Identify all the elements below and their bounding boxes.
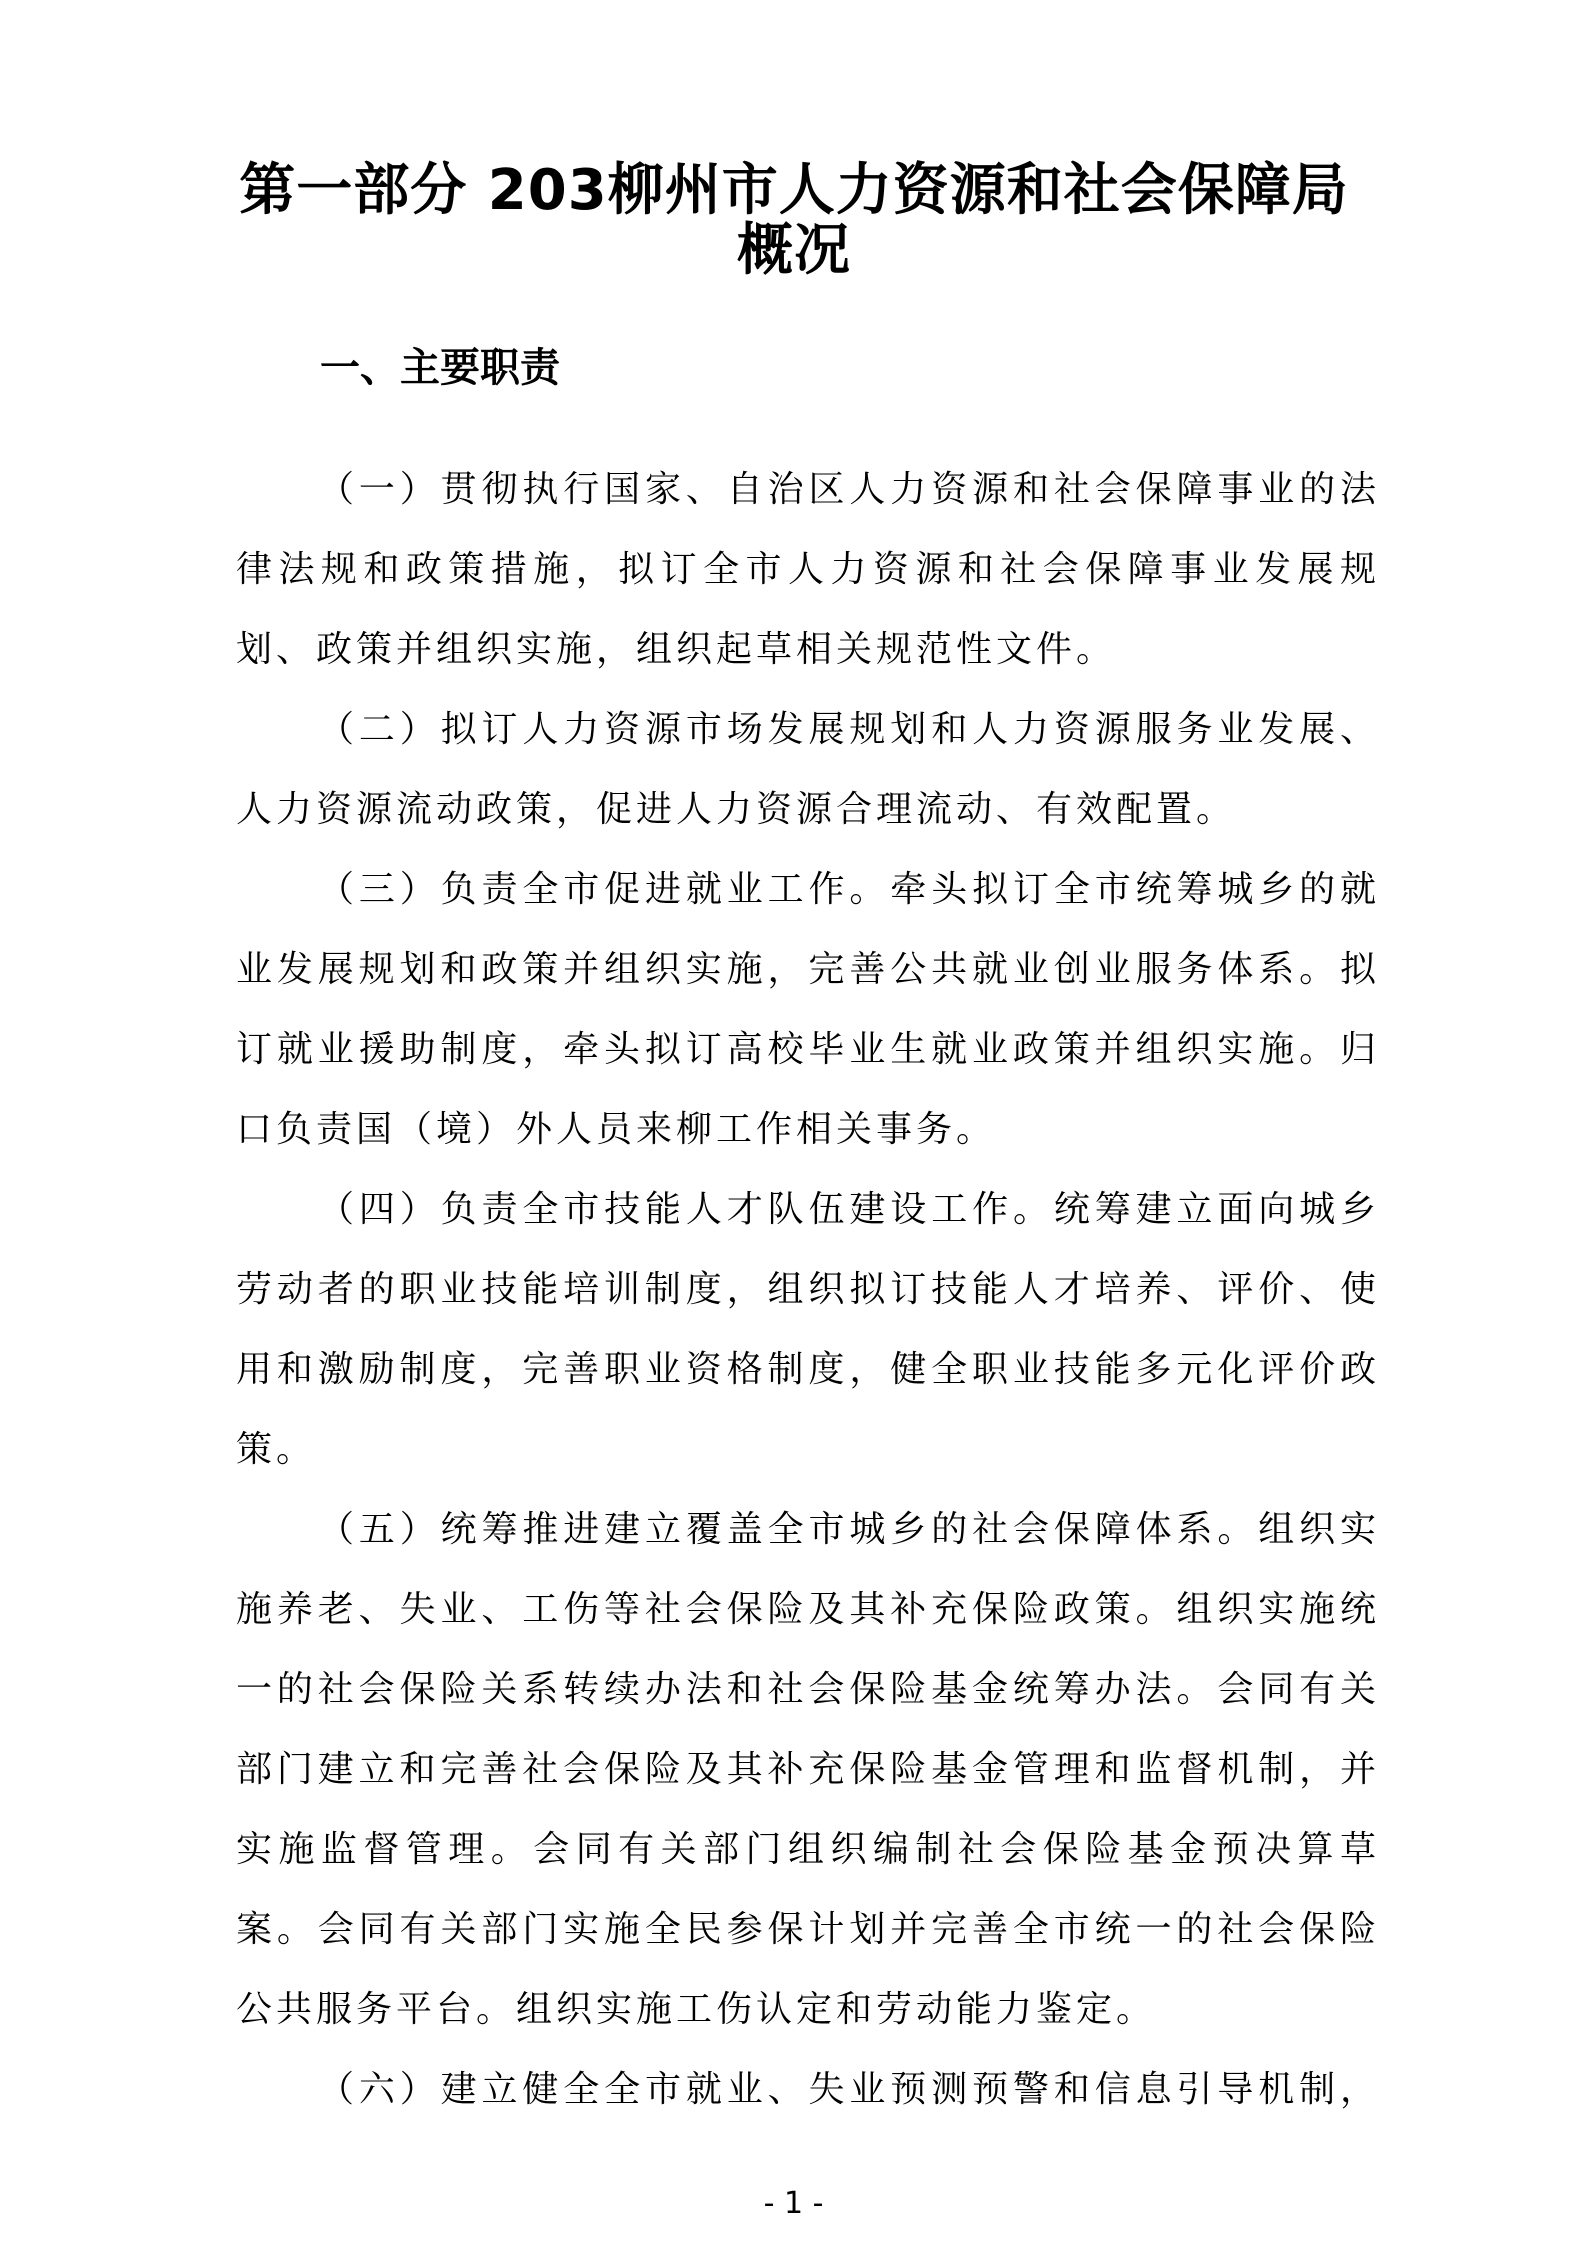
paragraph-line: 口负责国（境）外人员来柳工作相关事务。	[236, 1109, 997, 1150]
paragraph-line: （六）建立健全全市就业、失业预测预警和信息引导机制，	[318, 2069, 1376, 2110]
paragraph-line: 策。	[236, 1429, 317, 1470]
paragraph-line: （三）负责全市促进就业工作。牵头拟订全市统筹城乡的就	[318, 869, 1376, 910]
paragraph-line: 人力资源流动政策，促进人力资源合理流动、有效配置。	[236, 789, 1237, 830]
paragraph-line: 律法规和政策措施，拟订全市人力资源和社会保障事业发展规	[236, 549, 1376, 590]
paragraph-line: 业发展规划和政策并组织实施，完善公共就业创业服务体系。拟	[236, 949, 1376, 990]
page-title-continued: 概况	[737, 218, 851, 283]
paragraph-line: 划、政策并组织实施，组织起草相关规范性文件。	[236, 629, 1117, 670]
paragraph-line: 用和激励制度，完善职业资格制度，健全职业技能多元化评价政	[236, 1349, 1376, 1390]
paragraph-line: 公共服务平台。组织实施工伤认定和劳动能力鉴定。	[236, 1989, 1157, 2030]
paragraph-line: 部门建立和完善社会保险及其补充保险基金管理和监督机制，并	[236, 1749, 1376, 1790]
paragraph-line: 实施监督管理。会同有关部门组织编制社会保险基金预决算草	[236, 1829, 1376, 1870]
page-title: 第一部分 203柳州市人力资源和社会保障局	[239, 158, 1349, 223]
paragraph-line: 施养老、失业、工伤等社会保险及其补充保险政策。组织实施统	[236, 1589, 1376, 1630]
paragraph-line: 一的社会保险关系转续办法和社会保险基金统筹办法。会同有关	[236, 1669, 1376, 1710]
page-number: - 1 -	[763, 2186, 824, 2221]
paragraph-line: （四）负责全市技能人才队伍建设工作。统筹建立面向城乡	[318, 1189, 1376, 1230]
paragraph-line: （五）统筹推进建立覆盖全市城乡的社会保障体系。组织实	[318, 1509, 1376, 1550]
paragraph-line: 案。会同有关部门实施全民参保计划并完善全市统一的社会保险	[236, 1909, 1376, 1950]
section-heading: 一、主要职责	[320, 345, 560, 391]
paragraph-line: 订就业援助制度，牵头拟订高校毕业生就业政策并组织实施。归	[236, 1029, 1376, 1070]
paragraph-line: （二）拟订人力资源市场发展规划和人力资源服务业发展、	[318, 709, 1376, 750]
paragraph-line: 劳动者的职业技能培训制度，组织拟订技能人才培养、评价、使	[236, 1269, 1376, 1310]
paragraph-line: （一）贯彻执行国家、自治区人力资源和社会保障事业的法	[318, 469, 1376, 510]
